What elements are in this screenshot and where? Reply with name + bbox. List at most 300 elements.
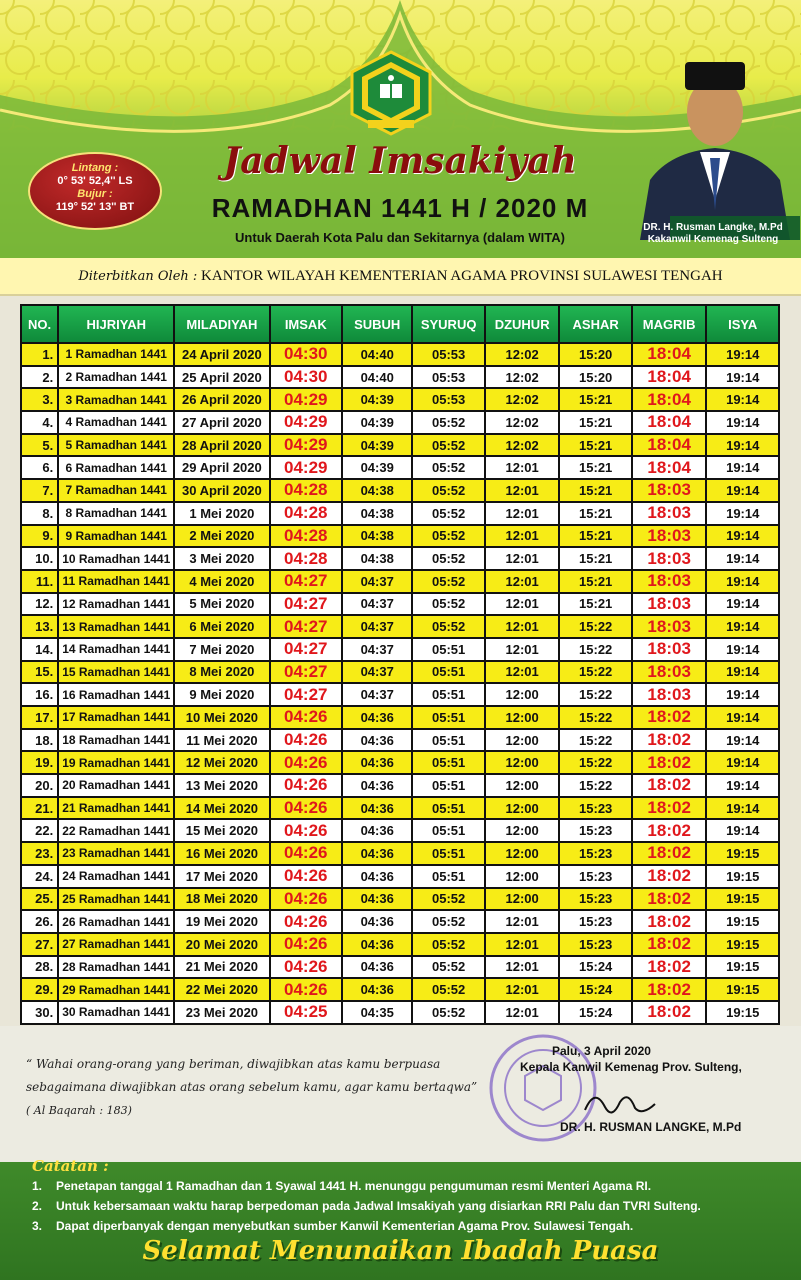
cell-no: 21.: [22, 798, 57, 819]
cell-hijriyah: 28 Ramadhan 1441: [59, 957, 173, 978]
publisher-label: Diterbitkan Oleh :: [78, 269, 198, 284]
cell-dzuhur: 12:00: [486, 684, 559, 705]
cell-magrib: 18:02: [633, 934, 706, 955]
cell-miladiyah: 11 Mei 2020: [175, 730, 268, 751]
cell-dzuhur: 12:02: [486, 412, 559, 433]
cell-imsak: 04:28: [271, 548, 341, 569]
cell-subuh: 04:36: [343, 843, 411, 864]
table-row: [22, 889, 778, 910]
cell-syuruq: 05:52: [413, 1002, 483, 1023]
cell-no: 26.: [22, 911, 57, 932]
cell-hijriyah: 11 Ramadhan 1441: [59, 571, 173, 592]
cell-imsak: 04:27: [271, 571, 341, 592]
cell-no: 6.: [22, 457, 57, 478]
cell-ashar: 15:23: [560, 889, 630, 910]
cell-miladiyah: 7 Mei 2020: [175, 639, 268, 660]
table-row: [22, 798, 778, 819]
cell-miladiyah: 18 Mei 2020: [175, 889, 268, 910]
cell-dzuhur: 12:02: [486, 344, 559, 365]
cell-no: 22.: [22, 820, 57, 841]
cell-hijriyah: 22 Ramadhan 1441: [59, 820, 173, 841]
cell-ashar: 15:21: [560, 389, 630, 410]
note-item: [32, 1216, 792, 1236]
cell-hijriyah: 17 Ramadhan 1441: [59, 707, 173, 728]
cell-hijriyah: 14 Ramadhan 1441: [59, 639, 173, 660]
cell-no: 29.: [22, 979, 57, 1000]
cell-subuh: 04:36: [343, 775, 411, 796]
cell-dzuhur: 12:01: [486, 616, 559, 637]
cell-hijriyah: 19 Ramadhan 1441: [59, 752, 173, 773]
cell-syuruq: 05:52: [413, 957, 483, 978]
cell-syuruq: 05:52: [413, 979, 483, 1000]
cell-hijriyah: 3 Ramadhan 1441: [59, 389, 173, 410]
cell-syuruq: 05:52: [413, 934, 483, 955]
cell-miladiyah: 24 April 2020: [175, 344, 268, 365]
cell-imsak: 04:27: [271, 662, 341, 683]
cell-hijriyah: 16 Ramadhan 1441: [59, 684, 173, 705]
cell-miladiyah: 6 Mei 2020: [175, 616, 268, 637]
cell-isya: 19:14: [707, 367, 778, 388]
cell-ashar: 15:21: [560, 526, 630, 547]
cell-imsak: 04:28: [271, 503, 341, 524]
cell-subuh: 04:39: [343, 389, 411, 410]
cell-syuruq: 05:51: [413, 707, 483, 728]
cell-hijriyah: 30 Ramadhan 1441: [59, 1002, 173, 1023]
cell-syuruq: 05:52: [413, 526, 483, 547]
cell-hijriyah: 9 Ramadhan 1441: [59, 526, 173, 547]
cell-syuruq: 05:51: [413, 684, 483, 705]
note-item: [32, 1196, 792, 1216]
cell-hijriyah: 25 Ramadhan 1441: [59, 889, 173, 910]
cell-miladiyah: 8 Mei 2020: [175, 662, 268, 683]
cell-hijriyah: 8 Ramadhan 1441: [59, 503, 173, 524]
cell-no: 11.: [22, 571, 57, 592]
col-miladiyah: MILADIYAH: [175, 306, 268, 342]
cell-hijriyah: 4 Ramadhan 1441: [59, 412, 173, 433]
cell-miladiyah: 15 Mei 2020: [175, 820, 268, 841]
cell-imsak: 04:27: [271, 684, 341, 705]
cell-imsak: 04:26: [271, 866, 341, 887]
table-row: [22, 480, 778, 501]
cell-imsak: 04:26: [271, 730, 341, 751]
col-no: NO.: [22, 306, 57, 342]
note-text: Untuk kebersamaan waktu harap berpedoman pada Jadwal Imsakiyah yang disiarkan RRI Palu dan TVRI Sulteng.: [56, 1199, 701, 1213]
quote-line-1: “ Wahai orang-orang yang beriman, diwajibkan atas kamu berpuasa: [26, 1057, 441, 1071]
cell-subuh: 04:36: [343, 866, 411, 887]
cell-dzuhur: 12:00: [486, 775, 559, 796]
cell-imsak: 04:26: [271, 911, 341, 932]
cell-ashar: 15:21: [560, 480, 630, 501]
cell-syuruq: 05:53: [413, 367, 483, 388]
cell-hijriyah: 26 Ramadhan 1441: [59, 911, 173, 932]
cell-ashar: 15:23: [560, 798, 630, 819]
cell-magrib: 18:02: [633, 979, 706, 1000]
cell-imsak: 04:26: [271, 798, 341, 819]
cell-ashar: 15:23: [560, 934, 630, 955]
cell-no: 17.: [22, 707, 57, 728]
bujur-label: Bujur :: [77, 188, 113, 200]
table-row: [22, 684, 778, 705]
cell-hijriyah: 13 Ramadhan 1441: [59, 616, 173, 637]
cell-no: 7.: [22, 480, 57, 501]
cell-miladiyah: 10 Mei 2020: [175, 707, 268, 728]
cell-ashar: 15:23: [560, 820, 630, 841]
cell-syuruq: 05:52: [413, 435, 483, 456]
sign-position: Kepala Kanwil Kemenag Prov. Sulteng,: [520, 1060, 742, 1074]
cell-hijriyah: 6 Ramadhan 1441: [59, 457, 173, 478]
cell-no: 20.: [22, 775, 57, 796]
cell-syuruq: 05:51: [413, 866, 483, 887]
col-dzuhur: DZUHUR: [486, 306, 559, 342]
cell-dzuhur: 12:00: [486, 820, 559, 841]
cell-ashar: 15:21: [560, 412, 630, 433]
cell-magrib: 18:04: [633, 457, 706, 478]
cell-syuruq: 05:51: [413, 820, 483, 841]
cell-dzuhur: 12:01: [486, 548, 559, 569]
cell-imsak: 04:26: [271, 752, 341, 773]
signature-mark: [580, 1082, 660, 1122]
cell-miladiyah: 20 Mei 2020: [175, 934, 268, 955]
cell-magrib: 18:04: [633, 389, 706, 410]
cell-syuruq: 05:52: [413, 412, 483, 433]
cell-subuh: 04:38: [343, 548, 411, 569]
cell-isya: 19:14: [707, 389, 778, 410]
cell-dzuhur: 12:00: [486, 752, 559, 773]
table-row: [22, 979, 778, 1000]
cell-ashar: 15:22: [560, 775, 630, 796]
cell-dzuhur: 12:02: [486, 389, 559, 410]
cell-isya: 19:14: [707, 662, 778, 683]
cell-magrib: 18:03: [633, 616, 706, 637]
cell-hijriyah: 29 Ramadhan 1441: [59, 979, 173, 1000]
cell-syuruq: 05:51: [413, 843, 483, 864]
cell-isya: 19:14: [707, 730, 778, 751]
table-body: [22, 344, 778, 1023]
cell-isya: 19:14: [707, 548, 778, 569]
cell-miladiyah: 29 April 2020: [175, 457, 268, 478]
cell-ashar: 15:20: [560, 367, 630, 388]
cell-dzuhur: 12:01: [486, 480, 559, 501]
cell-magrib: 18:02: [633, 911, 706, 932]
cell-imsak: 04:29: [271, 412, 341, 433]
cell-dzuhur: 12:01: [486, 979, 559, 1000]
cell-isya: 19:14: [707, 707, 778, 728]
note-number: 2.: [32, 1199, 43, 1213]
cell-syuruq: 05:52: [413, 480, 483, 501]
cell-subuh: 04:36: [343, 752, 411, 773]
cell-imsak: 04:26: [271, 820, 341, 841]
cell-isya: 19:15: [707, 866, 778, 887]
cell-no: 24.: [22, 866, 57, 887]
cell-dzuhur: 12:01: [486, 639, 559, 660]
cell-imsak: 04:29: [271, 457, 341, 478]
cell-imsak: 04:29: [271, 389, 341, 410]
cell-isya: 19:14: [707, 503, 778, 524]
cell-subuh: 04:38: [343, 526, 411, 547]
cell-miladiyah: 28 April 2020: [175, 435, 268, 456]
cell-imsak: 04:30: [271, 367, 341, 388]
cell-ashar: 15:22: [560, 752, 630, 773]
cell-imsak: 04:26: [271, 957, 341, 978]
cell-subuh: 04:36: [343, 820, 411, 841]
col-subuh: SUBUH: [343, 306, 411, 342]
cell-imsak: 04:27: [271, 594, 341, 615]
cell-isya: 19:14: [707, 820, 778, 841]
cell-miladiyah: 25 April 2020: [175, 367, 268, 388]
cell-isya: 19:14: [707, 594, 778, 615]
cell-subuh: 04:40: [343, 367, 411, 388]
cell-imsak: 04:28: [271, 480, 341, 501]
cell-syuruq: 05:51: [413, 775, 483, 796]
cell-hijriyah: 23 Ramadhan 1441: [59, 843, 173, 864]
cell-miladiyah: 26 April 2020: [175, 389, 268, 410]
cell-dzuhur: 12:00: [486, 707, 559, 728]
cell-ashar: 15:22: [560, 730, 630, 751]
cell-no: 18.: [22, 730, 57, 751]
table-row: [22, 435, 778, 456]
cell-subuh: 04:36: [343, 730, 411, 751]
table-row: [22, 571, 778, 592]
table-row: [22, 843, 778, 864]
col-magrib: MAGRIB: [633, 306, 706, 342]
cell-isya: 19:14: [707, 457, 778, 478]
table-row: [22, 526, 778, 547]
cell-no: 27.: [22, 934, 57, 955]
cell-magrib: 18:02: [633, 752, 706, 773]
cell-imsak: 04:25: [271, 1002, 341, 1023]
cell-no: 5.: [22, 435, 57, 456]
cell-isya: 19:14: [707, 752, 778, 773]
table-row: [22, 594, 778, 615]
quran-quote: [26, 1053, 486, 1122]
lintang-label: Lintang :: [71, 162, 119, 174]
cell-no: 4.: [22, 412, 57, 433]
cell-imsak: 04:26: [271, 934, 341, 955]
cell-isya: 19:14: [707, 571, 778, 592]
table-row: [22, 662, 778, 683]
cell-magrib: 18:02: [633, 957, 706, 978]
cell-ashar: 15:22: [560, 707, 630, 728]
sign-place-date: Palu, 3 April 2020: [552, 1044, 651, 1058]
table-row: [22, 752, 778, 773]
official-caption: [628, 222, 798, 246]
cell-no: 9.: [22, 526, 57, 547]
table-row: [22, 412, 778, 433]
cell-subuh: 04:39: [343, 435, 411, 456]
cell-ashar: 15:20: [560, 344, 630, 365]
cell-subuh: 04:39: [343, 412, 411, 433]
cell-imsak: 04:26: [271, 775, 341, 796]
cell-miladiyah: 30 April 2020: [175, 480, 268, 501]
cell-syuruq: 05:52: [413, 503, 483, 524]
cell-no: 2.: [22, 367, 57, 388]
col-syuruq: SYURUQ: [413, 306, 483, 342]
cell-no: 15.: [22, 662, 57, 683]
cell-isya: 19:15: [707, 889, 778, 910]
note-text: Dapat diperbanyak dengan menyebutkan sumber Kanwil Kementerian Agama Prov. Sulawesi Tengah.: [56, 1219, 634, 1233]
cell-syuruq: 05:52: [413, 457, 483, 478]
cell-no: 30.: [22, 1002, 57, 1023]
table-row: [22, 707, 778, 728]
cell-miladiyah: 23 Mei 2020: [175, 1002, 268, 1023]
cell-magrib: 18:02: [633, 730, 706, 751]
note-number: 3.: [32, 1219, 43, 1233]
cell-ashar: 15:22: [560, 639, 630, 660]
cell-isya: 19:15: [707, 934, 778, 955]
cell-subuh: 04:37: [343, 662, 411, 683]
cell-dzuhur: 12:01: [486, 503, 559, 524]
cell-magrib: 18:03: [633, 548, 706, 569]
cell-isya: 19:14: [707, 775, 778, 796]
cell-hijriyah: 21 Ramadhan 1441: [59, 798, 173, 819]
table-row: [22, 934, 778, 955]
cell-hijriyah: 1 Ramadhan 1441: [59, 344, 173, 365]
cell-ashar: 15:24: [560, 1002, 630, 1023]
cell-ashar: 15:21: [560, 435, 630, 456]
cell-miladiyah: 14 Mei 2020: [175, 798, 268, 819]
cell-syuruq: 05:51: [413, 639, 483, 660]
cell-no: 25.: [22, 889, 57, 910]
cell-subuh: 04:38: [343, 480, 411, 501]
cell-ashar: 15:23: [560, 866, 630, 887]
cell-dzuhur: 12:01: [486, 1002, 559, 1023]
cell-miladiyah: 17 Mei 2020: [175, 866, 268, 887]
cell-dzuhur: 12:01: [486, 526, 559, 547]
cell-ashar: 15:21: [560, 457, 630, 478]
cell-subuh: 04:39: [343, 457, 411, 478]
table-row: [22, 957, 778, 978]
table-row: [22, 866, 778, 887]
official-name: DR. H. Rusman Langke, M.Pd: [643, 222, 783, 233]
schedule-table-wrapper: [20, 304, 780, 1025]
cell-miladiyah: 1 Mei 2020: [175, 503, 268, 524]
cell-subuh: 04:36: [343, 957, 411, 978]
cell-hijriyah: 5 Ramadhan 1441: [59, 435, 173, 456]
cell-no: 19.: [22, 752, 57, 773]
cell-magrib: 18:03: [633, 594, 706, 615]
official-photo: [630, 40, 800, 240]
cell-dzuhur: 12:02: [486, 367, 559, 388]
cell-subuh: 04:37: [343, 684, 411, 705]
table-row: [22, 775, 778, 796]
schedule-table: [20, 304, 780, 1025]
cell-subuh: 04:37: [343, 594, 411, 615]
table-row: [22, 639, 778, 660]
cell-isya: 19:14: [707, 616, 778, 637]
cell-magrib: 18:02: [633, 820, 706, 841]
cell-no: 28.: [22, 957, 57, 978]
cell-miladiyah: 27 April 2020: [175, 412, 268, 433]
cell-isya: 19:15: [707, 911, 778, 932]
cell-no: 10.: [22, 548, 57, 569]
cell-imsak: 04:26: [271, 843, 341, 864]
page-subtitle: Untuk Daerah Kota Palu dan Sekitarnya (dalam WITA): [235, 230, 565, 245]
table-row: [22, 389, 778, 410]
bujur-value: 119° 52' 13'' BT: [55, 201, 135, 213]
cell-no: 12.: [22, 594, 57, 615]
cell-magrib: 18:03: [633, 639, 706, 660]
cell-miladiyah: 21 Mei 2020: [175, 957, 268, 978]
cell-magrib: 18:04: [633, 367, 706, 388]
cell-hijriyah: 2 Ramadhan 1441: [59, 367, 173, 388]
cell-ashar: 15:22: [560, 616, 630, 637]
cell-dzuhur: 12:02: [486, 435, 559, 456]
cell-ashar: 15:24: [560, 957, 630, 978]
cell-imsak: 04:29: [271, 435, 341, 456]
cell-isya: 19:14: [707, 684, 778, 705]
sign-name: DR. H. RUSMAN LANGKE, M.Pd: [560, 1120, 742, 1134]
table-header-row: [22, 306, 778, 342]
note-text: Penetapan tanggal 1 Ramadhan dan 1 Syawal 1441 H. menunggu pengumuman resmi Menteri Agama RI.: [56, 1179, 652, 1193]
signature-block: [520, 1043, 790, 1075]
cell-magrib: 18:02: [633, 843, 706, 864]
cell-magrib: 18:02: [633, 889, 706, 910]
quote-reference: ( Al Baqarah : 183): [26, 1104, 132, 1117]
cell-imsak: 04:28: [271, 526, 341, 547]
cell-subuh: 04:38: [343, 503, 411, 524]
cell-magrib: 18:03: [633, 503, 706, 524]
cell-dzuhur: 12:01: [486, 662, 559, 683]
cell-no: 14.: [22, 639, 57, 660]
cell-miladiyah: 19 Mei 2020: [175, 911, 268, 932]
table-row: [22, 1002, 778, 1023]
official-title: Kakanwil Kemenag Sulteng: [647, 234, 779, 245]
publisher-bar: [0, 258, 801, 296]
cell-dzuhur: 12:01: [486, 594, 559, 615]
col-imsak: IMSAK: [271, 306, 341, 342]
cell-subuh: 04:36: [343, 707, 411, 728]
cell-miladiyah: 16 Mei 2020: [175, 843, 268, 864]
cell-hijriyah: 24 Ramadhan 1441: [59, 866, 173, 887]
cell-hijriyah: 20 Ramadhan 1441: [59, 775, 173, 796]
cell-isya: 19:14: [707, 639, 778, 660]
cell-syuruq: 05:52: [413, 911, 483, 932]
page-title: RAMADHAN 1441 H / 2020 M: [211, 193, 589, 223]
cell-syuruq: 05:51: [413, 798, 483, 819]
publisher-name: KANTOR WILAYAH KEMENTERIAN AGAMA PROVINSI SULAWESI TENGAH: [201, 268, 723, 284]
table-row: [22, 457, 778, 478]
cell-dzuhur: 12:01: [486, 934, 559, 955]
cell-dzuhur: 12:01: [486, 957, 559, 978]
title-script: Jadwal Imsakiyah: [223, 140, 577, 182]
cell-isya: 19:15: [707, 957, 778, 978]
cell-isya: 19:14: [707, 526, 778, 547]
table-row: [22, 548, 778, 569]
cell-hijriyah: 15 Ramadhan 1441: [59, 662, 173, 683]
cell-magrib: 18:02: [633, 1002, 706, 1023]
cell-syuruq: 05:52: [413, 548, 483, 569]
cell-imsak: 04:26: [271, 707, 341, 728]
cell-ashar: 15:21: [560, 594, 630, 615]
quote-line-2: sebagaimana diwajibkan atas orang sebelum kamu, agar kamu bertaqwa”: [26, 1080, 478, 1094]
cell-subuh: 04:36: [343, 911, 411, 932]
cell-syuruq: 05:51: [413, 730, 483, 751]
cell-subuh: 04:37: [343, 616, 411, 637]
cell-miladiyah: 22 Mei 2020: [175, 979, 268, 1000]
notes-title: Catatan :: [32, 1157, 109, 1175]
kemenag-logo: [348, 50, 434, 136]
cell-dzuhur: 12:00: [486, 889, 559, 910]
cell-imsak: 04:30: [271, 344, 341, 365]
cell-miladiyah: 2 Mei 2020: [175, 526, 268, 547]
cell-subuh: 04:40: [343, 344, 411, 365]
cell-isya: 19:15: [707, 843, 778, 864]
cell-imsak: 04:26: [271, 889, 341, 910]
cell-ashar: 15:22: [560, 662, 630, 683]
cell-miladiyah: 9 Mei 2020: [175, 684, 268, 705]
table-row: [22, 820, 778, 841]
cell-subuh: 04:36: [343, 798, 411, 819]
